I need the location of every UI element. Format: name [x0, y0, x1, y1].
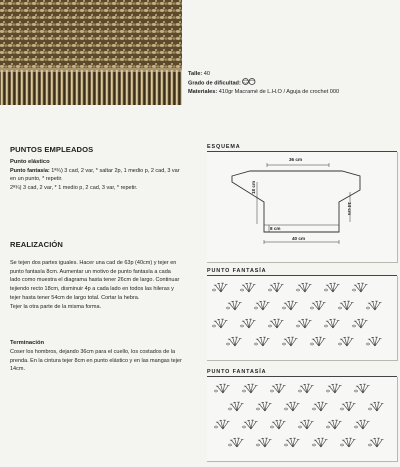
- dim-left: 18 cm: [251, 180, 256, 194]
- garment-photo: [0, 0, 182, 105]
- finish-text: [10, 348, 206, 374]
- materials-value: 410gr Macramé de L.H.O / Aguja de crochet 000: [218, 89, 340, 95]
- chart1-title: PUNTO FANTASÍA: [207, 268, 397, 276]
- stitch-fan-symbol: [254, 301, 269, 310]
- stitch-fan-symbol: [354, 420, 369, 429]
- stitch-fan-symbol: [354, 384, 369, 393]
- realization-heading: REALIZACIÓN: [10, 240, 63, 249]
- finish-line: 14cm.: [10, 366, 25, 373]
- schema-diagram: [207, 152, 398, 263]
- stitch-fan-symbol: [268, 283, 283, 292]
- stitch-fan-symbol: [340, 402, 355, 411]
- finish-line: Coser los hombros, dejando 36cm para el cuello, los costados de la: [10, 349, 176, 355]
- stitch-fan-symbol: [312, 402, 327, 411]
- knit-texture-image: [0, 0, 182, 105]
- stitch-fan-symbol: [282, 301, 297, 310]
- chart2-title: PUNTO FANTASÍA: [207, 369, 397, 377]
- stitch-fan-symbol: [268, 319, 283, 328]
- realization-line: Tejer la otra parte de la misma forma.: [10, 303, 102, 310]
- stitch-fan-symbol: [214, 384, 229, 393]
- stitch-fan-symbol: [310, 301, 325, 310]
- stitch-fan-symbol: [352, 319, 367, 328]
- stitch-fan-symbol: [312, 438, 327, 447]
- difficulty-line: [188, 78, 398, 88]
- realization-line: tejer hasta tener 54cm de largo total. Cortar la hebra.: [10, 294, 140, 301]
- dim-top: 36 cm: [289, 157, 303, 162]
- schema-title: ESQUEMA: [207, 144, 397, 152]
- finish-heading: Terminación: [10, 340, 45, 346]
- stitch-fan-symbol: [226, 301, 241, 310]
- realization-line: punto fantasía 8cm. Aumentar un motivo de punto fantasía a cada: [10, 268, 171, 275]
- fantasy-row2: 2ª¾) 3 cad, 2 var, * 1 medio p, 2 cad, 3 var, * repetir.: [10, 185, 138, 192]
- dim-right: 14 cm: [347, 202, 352, 216]
- stitch-fan-symbol: [214, 420, 229, 429]
- stitch-fan-symbol: [366, 337, 381, 346]
- stitch-fan-symbol: [326, 420, 341, 429]
- garment-schematic: [207, 152, 397, 262]
- stitch-fan-symbol: [340, 438, 355, 447]
- stitch-fan-symbol: [338, 301, 353, 310]
- stitch-fan-symbol: [242, 420, 257, 429]
- stitch-fan-symbol: [352, 283, 367, 292]
- materials-line: [188, 88, 398, 96]
- stitch-fan-symbol: [296, 319, 311, 328]
- size-line: [188, 70, 398, 78]
- stitch-fan-symbol: [338, 337, 353, 346]
- realization-line: lado como muestra el diagrama hasta tener 26cm de largo. Continuar: [10, 277, 180, 284]
- fantasy-label: Punto fantasía:: [10, 167, 50, 174]
- stitch-fan-symbol: [284, 438, 299, 447]
- stitch-fan-symbol: [284, 402, 299, 411]
- stitch-fan-symbol: [212, 319, 227, 328]
- stitch-fan-symbol: [310, 337, 325, 346]
- stitch-symbols-2: [207, 377, 397, 461]
- difficulty-label: Grado de dificultad:: [188, 80, 241, 87]
- stitch-fan-symbol: [368, 402, 383, 411]
- stitch-fan-symbol: [366, 301, 381, 310]
- realization-text: [10, 259, 206, 311]
- stitch-fan-symbol: [282, 337, 297, 346]
- stitch-fan-symbol: [270, 384, 285, 393]
- materials-label: Materiales:: [188, 89, 218, 95]
- stitch-fan-symbol: [298, 420, 313, 429]
- stitch-fan-symbol: [298, 384, 313, 393]
- size-label: Talle:: [188, 71, 203, 77]
- stitch-fan-symbol: [240, 319, 255, 328]
- stitch-fan-symbol: [256, 402, 271, 411]
- stitch-fan-symbol: [270, 420, 285, 429]
- stitch-fan-symbol: [240, 283, 255, 292]
- stitch-fan-symbol: [212, 283, 227, 292]
- yarn-ball-icon: [242, 78, 256, 88]
- stitch-fan-symbol: [326, 384, 341, 393]
- finish-line: prenda. En la cintura tejer 8cm en punto elástico y en las mangas tejer: [10, 357, 182, 364]
- stitch-fan-symbol: [226, 337, 241, 346]
- stitch-chart-2: [207, 377, 398, 462]
- stitch-fan-symbol: [242, 384, 257, 393]
- elastic-label: Punto elástico: [10, 159, 50, 165]
- stitch-symbols-1: [207, 276, 397, 360]
- dim-bottom: 40 cm: [292, 236, 306, 241]
- fantasy-row1-cont: en un punto, * repetir.: [10, 176, 63, 183]
- dim-small: 8 cm: [270, 226, 281, 231]
- stitch-chart-1: [207, 276, 398, 361]
- stitch-fan-symbol: [256, 438, 271, 447]
- stitch-fan-symbol: [228, 402, 243, 411]
- realization-line: tejiendo recto 18cm, disminuir 4p a cada lado en todos las hileras y: [10, 286, 174, 293]
- specs-block: [188, 70, 398, 96]
- stitches-section: [10, 158, 200, 193]
- realization-line: Se tejen dos partes iguales. Hacer una cad de 63p (40cm) y tejer en: [10, 260, 177, 266]
- stitch-fan-symbol: [324, 283, 339, 292]
- stitch-fan-symbol: [296, 283, 311, 292]
- stitch-fan-symbol: [254, 337, 269, 346]
- stitch-fan-symbol: [228, 438, 243, 447]
- fantasy-row1: Punto fantasía: 1ª¾) 3 cad, 2 var, * saltar 2p, 1 medio p, 2 cad, 3 var: [10, 167, 180, 174]
- stitches-heading: PUNTOS EMPLEADOS: [10, 145, 94, 154]
- stitch-fan-symbol: [324, 319, 339, 328]
- stitch-fan-symbol: [368, 438, 383, 447]
- size-value: 40: [203, 71, 210, 77]
